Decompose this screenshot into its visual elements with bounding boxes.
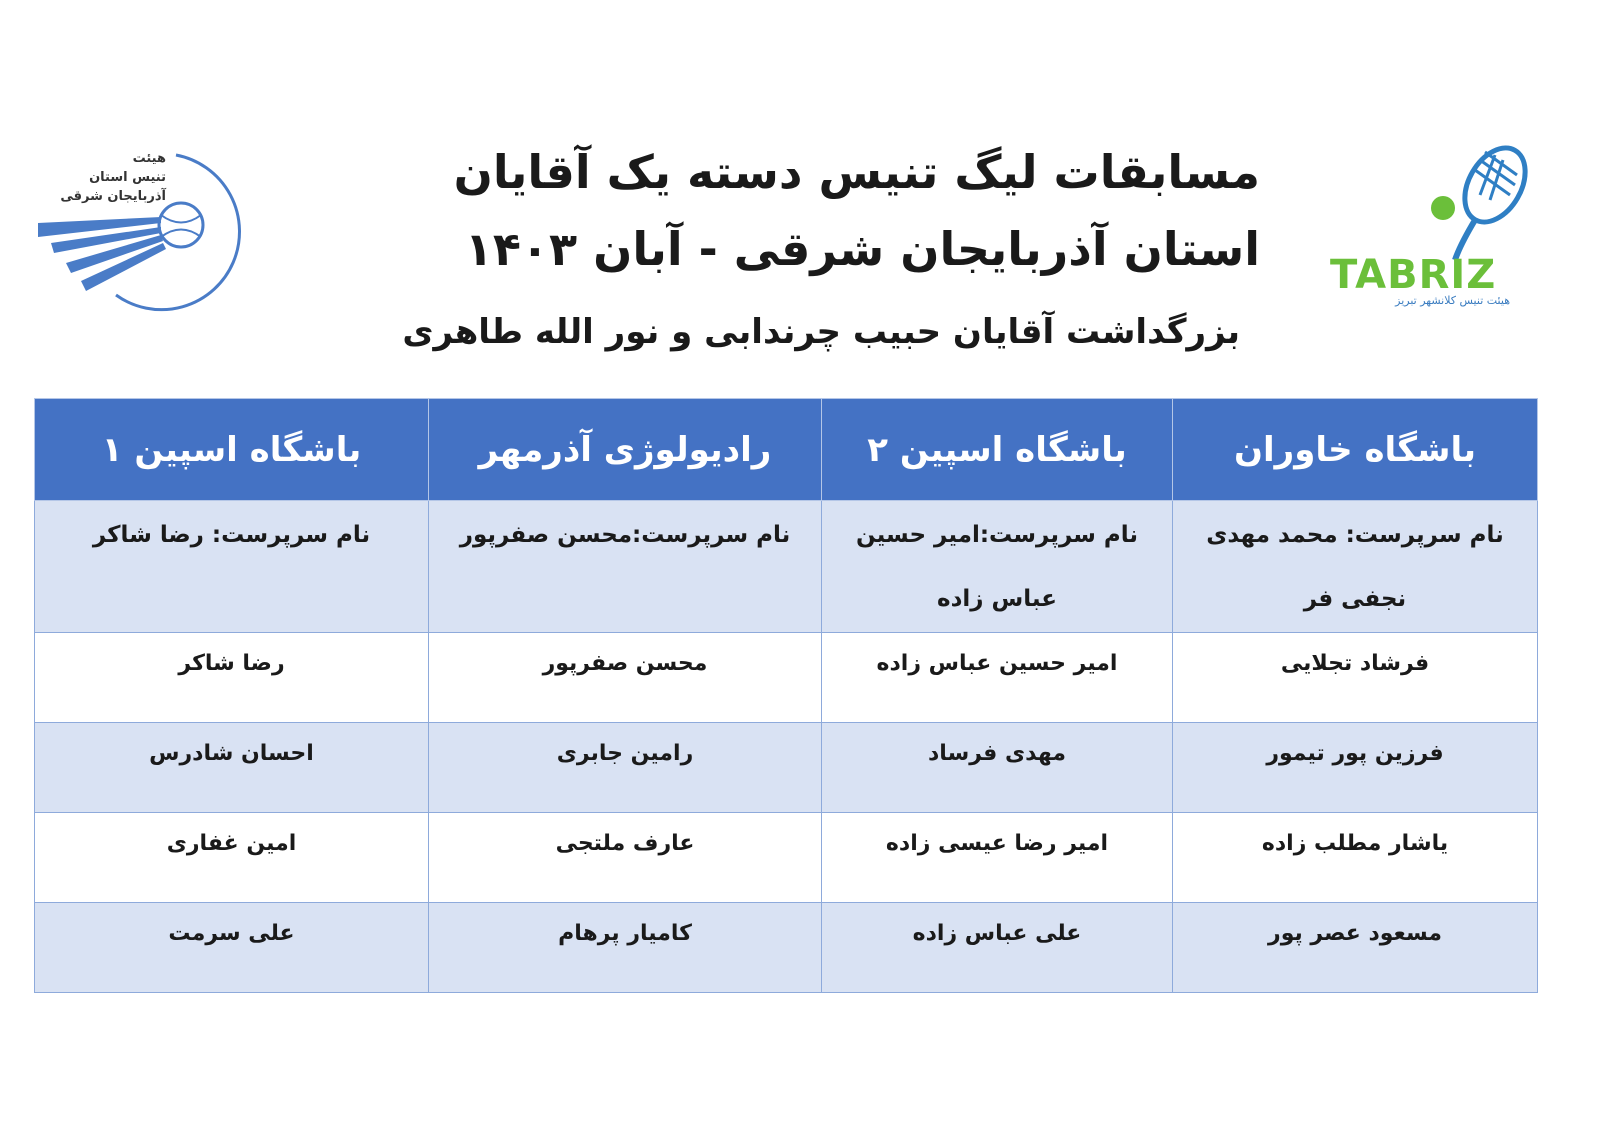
page-title-line2: استان آذربایجان شرقی - آبان ۱۴۰۳ [464, 222, 1260, 276]
page-title: مسابقات لیگ تنیس دسته یک آقایان [453, 145, 1260, 199]
tabriz-tennis-logo [1325, 140, 1540, 320]
table-cell: احسان شادرس [35, 723, 429, 813]
table-cell: نام سرپرست:محسن صفرپور [429, 501, 822, 633]
table-cell: مسعود عصر پور [1173, 903, 1538, 993]
table-cell: امین غفاری [35, 813, 429, 903]
table-cell: محسن صفرپور [429, 633, 822, 723]
teams-table [34, 398, 1538, 993]
logo-brand-text: TABRIZ [1330, 252, 1497, 298]
table-row [35, 723, 1538, 813]
east-azerbaijan-tennis-logo [36, 145, 246, 315]
page-subtitle: بزرگداشت آقایان حبیب چرندابی و نور الله طاهری [402, 312, 1240, 352]
column-header: باشگاه اسپین ۱ [35, 399, 429, 501]
table-cell: علی عباس زاده [822, 903, 1173, 993]
table-header-row [35, 399, 1538, 501]
table-cell: رامین جابری [429, 723, 822, 813]
logo-subtext: هیئت تنیس کلانشهر تبریز [1395, 294, 1510, 307]
table-cell: نام سرپرست: محمد مهدی نجفی فر [1173, 501, 1538, 633]
table-row [35, 633, 1538, 723]
column-header: باشگاه خاوران [1173, 399, 1538, 501]
table-cell: علی سرمت [35, 903, 429, 993]
column-header: رادیولوژی آذرمهر [429, 399, 822, 501]
table-cell: مهدی فرساد [822, 723, 1173, 813]
table-cell: نام سرپرست: رضا شاکر [35, 501, 429, 633]
tennis-racket-icon [1325, 140, 1540, 260]
table-cell: نام سرپرست:امیر حسین عباس زاده [822, 501, 1173, 633]
logo-text: هیئت [132, 151, 166, 166]
column-header: باشگاه اسپین ۲ [822, 399, 1173, 501]
table-cell: فرزین پور تیمور [1173, 723, 1538, 813]
table-cell: رضا شاکر [35, 633, 429, 723]
table-row [35, 903, 1538, 993]
supervisor-row [35, 501, 1538, 633]
table-cell: فرشاد تجلایی [1173, 633, 1538, 723]
table-cell: امیر رضا عیسی زاده [822, 813, 1173, 903]
table-cell: یاشار مطلب زاده [1173, 813, 1538, 903]
table-cell: امیر حسین عباس زاده [822, 633, 1173, 723]
table-cell: کامیار پرهام [429, 903, 822, 993]
table-cell: عارف ملتجی [429, 813, 822, 903]
logo-text: تنیس استان [89, 170, 166, 185]
table-row [35, 813, 1538, 903]
logo-text: آذربایجان شرقی [60, 189, 166, 204]
